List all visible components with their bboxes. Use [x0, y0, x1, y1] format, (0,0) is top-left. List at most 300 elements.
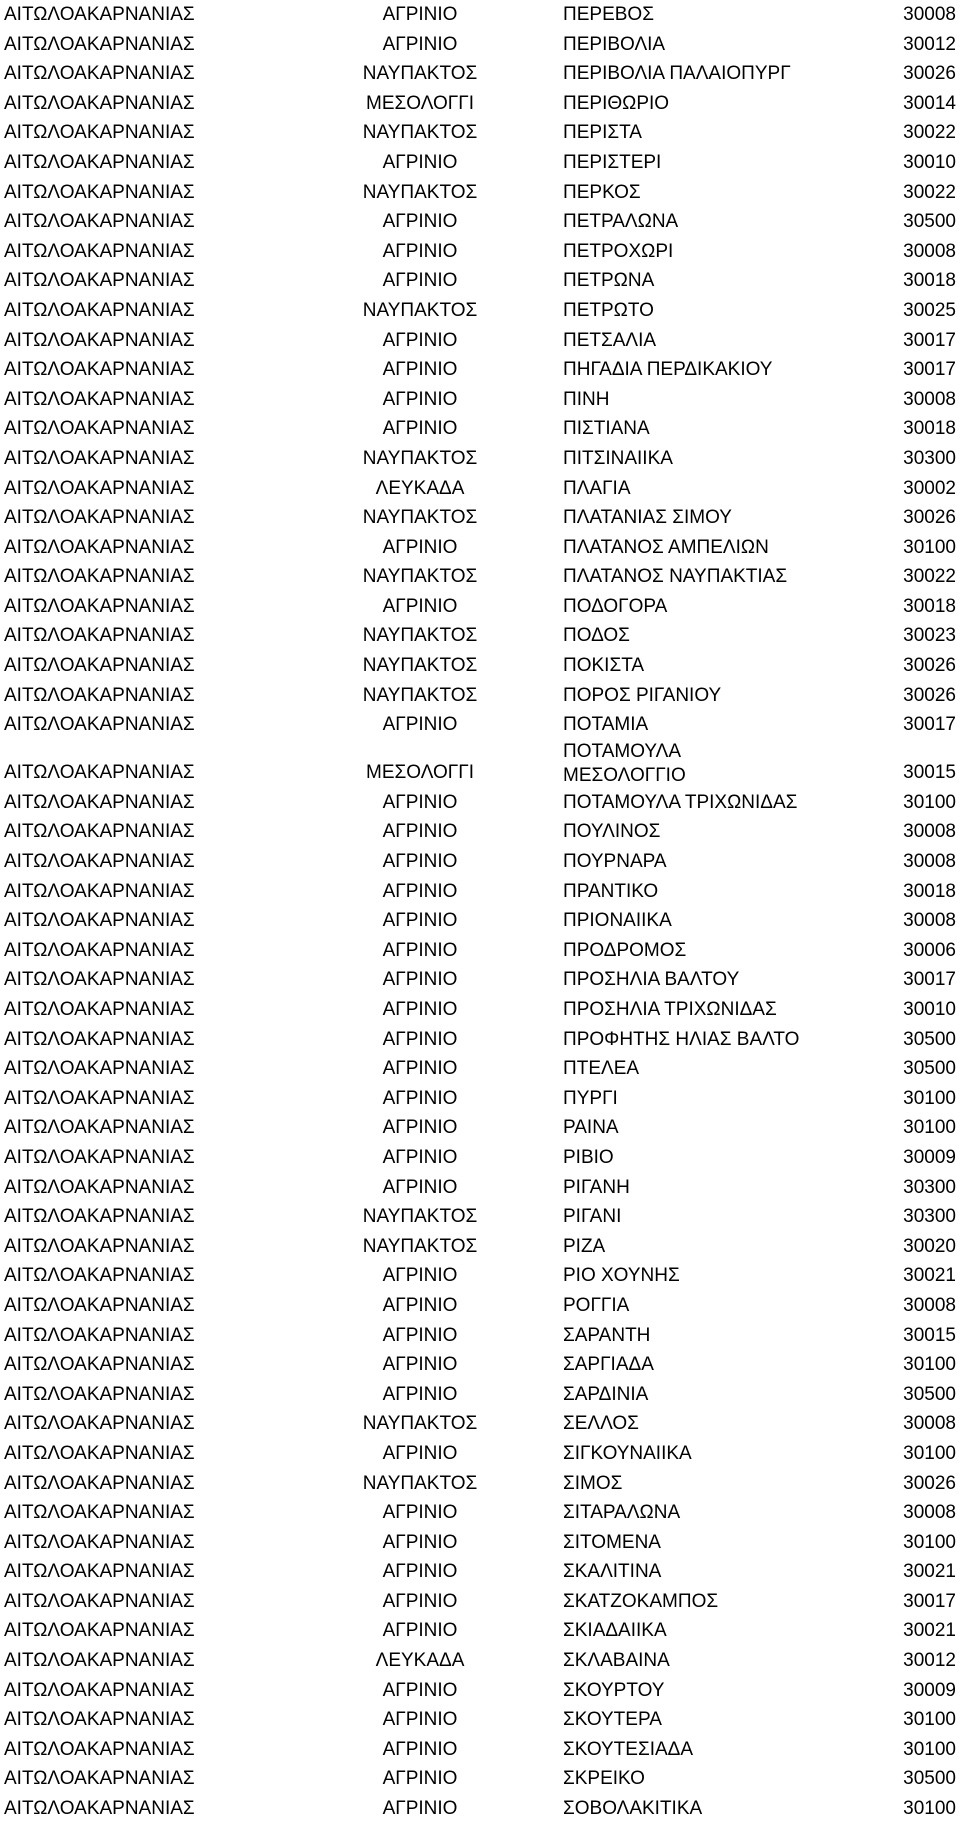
table-row — [0, 355, 960, 385]
postal-code-cell: 30017 — [903, 1590, 956, 1612]
table-row — [0, 1054, 960, 1084]
postal-code-cell: 30017 — [903, 969, 956, 991]
municipality-cell: ΜΕΣΟΛΟΓΓΙ — [366, 761, 474, 783]
prefecture-cell: ΑΙΤΩΛΟΑΚΑΡΝΑΝΙΑΣ — [4, 595, 195, 617]
prefecture-cell: ΑΙΤΩΛΟΑΚΑΡΝΑΝΙΑΣ — [4, 1146, 195, 1168]
municipality-cell: ΝΑΥΠΑΚΤΟΣ — [362, 507, 478, 529]
municipality-cell: ΝΑΥΠΑΚΤΟΣ — [362, 122, 478, 144]
locality-cell: ΣΟΒΟΛΑΚΙΤΙΚΑ — [563, 1798, 703, 1820]
locality-cell: ΣΚΙΑΔΑΙΙΚΑ — [563, 1620, 667, 1642]
municipality-cell: ΑΓΡΙΝΙΟ — [382, 1502, 458, 1524]
postal-code-cell: 30017 — [903, 329, 956, 351]
municipality-cell: ΝΑΥΠΑΚΤΟΣ — [362, 566, 478, 588]
locality-cell: ΠΡΟΦΗΤΗΣ ΗΛΙΑΣ ΒΑΛΤΟ — [563, 1028, 800, 1050]
prefecture-cell: ΑΙΤΩΛΟΑΚΑΡΝΑΝΙΑΣ — [4, 999, 195, 1020]
postal-code-cell: 30012 — [903, 1650, 956, 1672]
table-row — [0, 562, 960, 592]
table-row — [0, 207, 960, 237]
locality-cell: ΣΙΤΑΡΑΛΩΝΑ — [563, 1502, 681, 1524]
table-row — [0, 326, 960, 356]
prefecture-cell: ΑΙΤΩΛΟΑΚΑΡΝΑΝΙΑΣ — [4, 1176, 195, 1198]
locality-cell: ΣΚΑΛΙΤΙΝΑ — [563, 1561, 662, 1583]
locality-cell: ΠΤΕΛΕΑ — [563, 1058, 640, 1080]
locality-cell: ΠΕΡΚΟΣ — [563, 181, 641, 203]
municipality-cell: ΝΑΥΠΑΚΤΟΣ — [362, 181, 478, 203]
postal-code-cell: 30100 — [903, 1442, 956, 1464]
locality-cell: ΡΑΙΝΑ — [563, 1117, 619, 1139]
prefecture-cell: ΑΙΤΩΛΟΑΚΑΡΝΑΝΙΑΣ — [4, 821, 195, 843]
prefecture-cell: ΑΙΤΩΛΟΑΚΑΡΝΑΝΙΑΣ — [4, 418, 195, 440]
municipality-cell: ΝΑΥΠΑΚΤΟΣ — [362, 63, 478, 85]
municipality-cell: ΑΓΡΙΝΙΟ — [382, 1383, 458, 1405]
prefecture-cell: ΑΙΤΩΛΟΑΚΑΡΝΑΝΙΑΣ — [4, 1383, 195, 1405]
table-row — [0, 621, 960, 651]
locality-cell: ΠΡΙΟΝΑΙΙΚΑ — [563, 910, 672, 932]
table-row — [0, 1528, 960, 1558]
prefecture-cell: ΑΙΤΩΛΟΑΚΑΡΝΑΝΙΑΣ — [4, 791, 195, 813]
postal-code-cell: 30300 — [903, 447, 956, 469]
table-row — [0, 414, 960, 444]
prefecture-cell: ΑΙΤΩΛΟΑΚΑΡΝΑΝΙΑΣ — [4, 1502, 195, 1524]
table-row — [0, 1350, 960, 1380]
postal-code-cell: 30026 — [903, 655, 956, 677]
table-row — [0, 296, 960, 326]
prefecture-cell: ΑΙΤΩΛΟΑΚΑΡΝΑΝΙΑΣ — [4, 1206, 195, 1228]
locality-cell: ΠΡΑΝΤΙΚΟ — [563, 880, 659, 902]
municipality-cell: ΛΕΥΚΑΔΑ — [375, 477, 465, 499]
table-row — [0, 118, 960, 148]
postal-code-cell: 30500 — [903, 1768, 956, 1790]
prefecture-cell: ΑΙΤΩΛΟΑΚΑΡΝΑΝΙΑΣ — [4, 1798, 195, 1820]
prefecture-cell: ΑΙΤΩΛΟΑΚΑΡΝΑΝΙΑΣ — [4, 1472, 195, 1494]
prefecture-cell: ΑΙΤΩΛΟΑΚΑΡΝΑΝΙΑΣ — [4, 1590, 195, 1612]
locality-cell: ΣΙΓΚΟΥΝΑΙΙΚΑ — [563, 1442, 692, 1464]
municipality-cell: ΑΓΡΙΝΙΟ — [382, 388, 458, 410]
municipality-cell: ΑΓΡΙΝΙΟ — [382, 595, 458, 617]
locality-cell: ΡΙΓΑΝΗ — [563, 1176, 630, 1198]
locality-cell: ΣΙΜΟΣ — [563, 1472, 623, 1494]
municipality-cell: ΑΓΡΙΝΙΟ — [382, 1738, 458, 1760]
prefecture-cell: ΑΙΤΩΛΟΑΚΑΡΝΑΝΙΑΣ — [4, 566, 195, 588]
table-row — [0, 1143, 960, 1173]
municipality-cell: ΑΓΡΙΝΙΟ — [382, 270, 458, 292]
municipality-cell: ΜΕΣΟΛΟΓΓΙ — [366, 92, 474, 114]
table-row — [0, 385, 960, 415]
prefecture-cell: ΑΙΤΩΛΟΑΚΑΡΝΑΝΙΑΣ — [4, 1620, 195, 1642]
table-row — [0, 444, 960, 474]
municipality-cell: ΝΑΥΠΑΚΤΟΣ — [362, 1472, 478, 1494]
prefecture-cell: ΑΙΤΩΛΟΑΚΑΡΝΑΝΙΑΣ — [4, 1087, 195, 1109]
postal-code-cell: 30021 — [903, 1620, 956, 1642]
municipality-cell: ΝΑΥΠΑΚΤΟΣ — [362, 299, 478, 321]
municipality-cell: ΛΕΥΚΑΔΑ — [375, 1650, 465, 1672]
locality-cell: ΠΙΤΣΙΝΑΙΙΚΑ — [563, 447, 673, 469]
postal-code-cell: 30300 — [903, 1176, 956, 1198]
postal-code-cell: 30500 — [903, 1058, 956, 1080]
postal-code-cell: 30008 — [903, 4, 956, 25]
locality-cell: ΠΕΤΡΟΧΩΡΙ — [563, 240, 674, 262]
municipality-cell: ΑΓΡΙΝΙΟ — [382, 1620, 458, 1642]
locality-cell: ΠΟΡΟΣ ΡΙΓΑΝΙΟΥ — [563, 684, 722, 706]
locality-cell: ΠΡΟΣΗΛΙΑ ΒΑΛΤΟΥ — [563, 969, 740, 991]
municipality-cell: ΑΓΡΙΝΙΟ — [382, 33, 458, 55]
table-row — [0, 1794, 960, 1824]
municipality-cell: ΑΓΡΙΝΙΟ — [382, 1768, 458, 1790]
prefecture-cell: ΑΙΤΩΛΟΑΚΑΡΝΑΝΙΑΣ — [4, 181, 195, 203]
postal-code-cell: 30500 — [903, 1383, 956, 1405]
locality-cell: ΡΙΟ ΧΟΥΝΗΣ — [563, 1265, 680, 1287]
municipality-cell: ΑΓΡΙΝΙΟ — [382, 1265, 458, 1287]
table-row — [0, 89, 960, 119]
locality-cell: ΠΕΤΣΑΛΙΑ — [563, 329, 657, 351]
table-row — [0, 877, 960, 907]
prefecture-cell: ΑΙΤΩΛΟΑΚΑΡΝΑΝΙΑΣ — [4, 211, 195, 233]
municipality-cell: ΑΓΡΙΝΙΟ — [382, 1176, 458, 1198]
municipality-cell: ΝΑΥΠΑΚΤΟΣ — [362, 1235, 478, 1257]
postal-code-cell: 30014 — [903, 92, 956, 114]
municipality-cell: ΑΓΡΙΝΙΟ — [382, 1798, 458, 1820]
postal-code-cell: 30100 — [903, 1087, 956, 1109]
postal-code-cell: 30100 — [903, 1117, 956, 1139]
table-row — [0, 1084, 960, 1114]
postal-code-cell: 30008 — [903, 910, 956, 932]
table-row — [0, 1291, 960, 1321]
postal-code-cell: 30021 — [903, 1265, 956, 1287]
prefecture-cell: ΑΙΤΩΛΟΑΚΑΡΝΑΝΙΑΣ — [4, 1354, 195, 1376]
locality-cell: ΠΕΡΙΒΟΛΙΑ ΠΑΛΑΙΟΠΥΡΓ — [563, 63, 791, 85]
prefecture-cell: ΑΙΤΩΛΟΑΚΑΡΝΑΝΙΑΣ — [4, 1294, 195, 1316]
locality-cell: ΣΑΡΔΙΝΙΑ — [563, 1383, 649, 1405]
municipality-cell: ΝΑΥΠΑΚΤΟΣ — [362, 684, 478, 706]
prefecture-cell: ΑΙΤΩΛΟΑΚΑΡΝΑΝΙΑΣ — [4, 1413, 195, 1435]
table-row — [0, 503, 960, 533]
table-row — [0, 1113, 960, 1143]
table-row — [0, 1764, 960, 1794]
municipality-cell: ΑΓΡΙΝΙΟ — [382, 791, 458, 813]
locality-cell: ΣΚΟΥΡΤΟΥ — [563, 1679, 665, 1701]
locality-cell: ΠΟΔΟΣ — [563, 625, 630, 647]
postal-code-cell: 30100 — [903, 1798, 956, 1820]
locality-cell: ΣΚΟΥΤΕΣΙΑΔΑ — [563, 1738, 694, 1760]
locality-cell: ΠΟΤΑΜΙΑ — [563, 714, 649, 736]
postal-code-cell: 30018 — [903, 880, 956, 902]
table-row — [0, 148, 960, 178]
postal-code-cell: 30018 — [903, 595, 956, 617]
table-row — [0, 651, 960, 681]
table-row — [0, 1232, 960, 1262]
locality-cell: ΣΙΤΟΜΕΝΑ — [563, 1531, 661, 1553]
prefecture-cell: ΑΙΤΩΛΟΑΚΑΡΝΑΝΙΑΣ — [4, 625, 195, 647]
locality-cell: ΠΙΣΤΙΑΝΑ — [563, 418, 650, 440]
table-row — [0, 266, 960, 296]
municipality-cell: ΑΓΡΙΝΙΟ — [382, 1117, 458, 1139]
prefecture-cell: ΑΙΤΩΛΟΑΚΑΡΝΑΝΙΑΣ — [4, 151, 195, 173]
table-row — [0, 1409, 960, 1439]
municipality-cell: ΝΑΥΠΑΚΤΟΣ — [362, 625, 478, 647]
locality-cell: ΡΙΓΑΝΙ — [563, 1206, 622, 1228]
postal-code-cell: 30100 — [903, 1531, 956, 1553]
municipality-cell: ΑΓΡΙΝΙΟ — [382, 418, 458, 440]
locality-cell: ΠΕΡΙΣΤΑ — [563, 122, 642, 144]
prefecture-cell: ΑΙΤΩΛΟΑΚΑΡΝΑΝΙΑΣ — [4, 359, 195, 381]
table-row — [0, 817, 960, 847]
municipality-cell: ΑΓΡΙΝΙΟ — [382, 329, 458, 351]
prefecture-cell: ΑΙΤΩΛΟΑΚΑΡΝΑΝΙΑΣ — [4, 969, 195, 991]
table-row — [0, 1616, 960, 1646]
locality-cell: ΠΕΤΡΩΝΑ — [563, 270, 655, 292]
locality-cell: ΣΑΡΑΝΤΗ — [563, 1324, 651, 1346]
table-row — [0, 1735, 960, 1765]
postal-code-cell: 30006 — [903, 939, 956, 961]
municipality-cell: ΑΓΡΙΝΙΟ — [382, 151, 458, 173]
table-row — [0, 1202, 960, 1232]
prefecture-cell: ΑΙΤΩΛΟΑΚΑΡΝΑΝΙΑΣ — [4, 1442, 195, 1464]
locality-cell: ΠΡΟΣΗΛΙΑ ΤΡΙΧΩΝΙΔΑΣ — [563, 999, 777, 1020]
prefecture-cell: ΑΙΤΩΛΟΑΚΑΡΝΑΝΙΑΣ — [4, 63, 195, 85]
table-row — [0, 965, 960, 995]
postal-code-cell: 30018 — [903, 270, 956, 292]
prefecture-cell: ΑΙΤΩΛΟΑΚΑΡΝΑΝΙΑΣ — [4, 92, 195, 114]
locality-cell: ΠΥΡΓΙ — [563, 1087, 618, 1109]
postal-code-cell: 30008 — [903, 851, 956, 873]
prefecture-cell: ΑΙΤΩΛΟΑΚΑΡΝΑΝΙΑΣ — [4, 1235, 195, 1257]
postal-code-cell: 30012 — [903, 33, 956, 55]
locality-cell: ΠΟΥΛΙΝΟΣ — [563, 821, 661, 843]
prefecture-cell: ΑΙΤΩΛΟΑΚΑΡΝΑΝΙΑΣ — [4, 329, 195, 351]
prefecture-cell: ΑΙΤΩΛΟΑΚΑΡΝΑΝΙΑΣ — [4, 507, 195, 529]
postal-code-cell: 30015 — [903, 761, 956, 783]
locality-cell: ΠΕΡΙΒΟΛΙΑ — [563, 33, 666, 55]
locality-cell: ΣΚΡΕΙΚΟ — [563, 1768, 645, 1790]
table-row — [0, 1676, 960, 1706]
prefecture-cell: ΑΙΤΩΛΟΑΚΑΡΝΑΝΙΑΣ — [4, 477, 195, 499]
locality-line: ΜΕΣΟΛΟΓΓΙΟ — [563, 764, 686, 786]
table-row — [0, 30, 960, 60]
table-row — [0, 1646, 960, 1676]
locality-cell: ΡΟΓΓΙΑ — [563, 1294, 630, 1316]
table-row — [0, 1321, 960, 1351]
locality-cell: ΠΛΑΤΑΝΟΣ ΑΜΠΕΛΙΩΝ — [563, 536, 769, 558]
locality-cell: ΡΙΒΙΟ — [563, 1146, 614, 1168]
locality-cell: ΠΗΓΑΔΙΑ ΠΕΡΔΙΚΑΚΙΟΥ — [563, 359, 773, 381]
table-row — [0, 0, 960, 30]
table-row — [0, 1173, 960, 1203]
municipality-cell: ΑΓΡΙΝΙΟ — [382, 1531, 458, 1553]
municipality-cell: ΑΓΡΙΝΙΟ — [382, 1087, 458, 1109]
table-row — [0, 847, 960, 877]
prefecture-cell: ΑΙΤΩΛΟΑΚΑΡΝΑΝΙΑΣ — [4, 1531, 195, 1553]
prefecture-cell: ΑΙΤΩΛΟΑΚΑΡΝΑΝΙΑΣ — [4, 1650, 195, 1672]
table-row — [0, 1587, 960, 1617]
table-row — [0, 1439, 960, 1469]
prefecture-cell: ΑΙΤΩΛΟΑΚΑΡΝΑΝΙΑΣ — [4, 299, 195, 321]
prefecture-cell: ΑΙΤΩΛΟΑΚΑΡΝΑΝΙΑΣ — [4, 684, 195, 706]
table-row — [0, 906, 960, 936]
postal-code-cell: 30100 — [903, 1709, 956, 1731]
prefecture-cell: ΑΙΤΩΛΟΑΚΑΡΝΑΝΙΑΣ — [4, 714, 195, 736]
municipality-cell: ΑΓΡΙΝΙΟ — [382, 359, 458, 381]
municipality-cell: ΑΓΡΙΝΙΟ — [382, 240, 458, 262]
table-row — [0, 59, 960, 89]
municipality-cell: ΑΓΡΙΝΙΟ — [382, 1058, 458, 1080]
postal-code-cell: 30008 — [903, 240, 956, 262]
postal-code-cell: 30008 — [903, 821, 956, 843]
table-row — [0, 788, 960, 818]
prefecture-cell: ΑΙΤΩΛΟΑΚΑΡΝΑΝΙΑΣ — [4, 880, 195, 902]
locality-cell: ΠΕΡΙΘΩΡΙΟ — [563, 92, 670, 114]
prefecture-cell: ΑΙΤΩΛΟΑΚΑΡΝΑΝΙΑΣ — [4, 910, 195, 932]
prefecture-cell: ΑΙΤΩΛΟΑΚΑΡΝΑΝΙΑΣ — [4, 939, 195, 961]
table-row — [0, 178, 960, 208]
locality-cell: ΠΟΔΟΓΟΡΑ — [563, 595, 668, 617]
municipality-cell: ΑΓΡΙΝΙΟ — [382, 939, 458, 961]
prefecture-cell: ΑΙΤΩΛΟΑΚΑΡΝΑΝΙΑΣ — [4, 270, 195, 292]
prefecture-cell: ΑΙΤΩΛΟΑΚΑΡΝΑΝΙΑΣ — [4, 1324, 195, 1346]
prefecture-cell: ΑΙΤΩΛΟΑΚΑΡΝΑΝΙΑΣ — [4, 388, 195, 410]
postal-code-cell: 30300 — [903, 1206, 956, 1228]
table-row — [0, 740, 960, 788]
locality-cell: ΠΕΡΕΒΟΣ — [563, 4, 654, 25]
table-row — [0, 1705, 960, 1735]
postal-code-cell: 30008 — [903, 388, 956, 410]
locality-line: ΠΟΤΑΜΟΥΛΑ — [563, 740, 681, 762]
postal-code-cell: 30026 — [903, 507, 956, 529]
municipality-cell: ΑΓΡΙΝΙΟ — [382, 851, 458, 873]
postal-code-cell: 30008 — [903, 1294, 956, 1316]
table-row — [0, 474, 960, 504]
postal-code-cell: 30022 — [903, 181, 956, 203]
locality-cell: ΠΛΑΤΑΝΟΣ ΝΑΥΠΑΚΤΙΑΣ — [563, 566, 788, 588]
locality-cell: ΣΚΛΑΒΑΙΝΑ — [563, 1650, 670, 1672]
prefecture-cell: ΑΙΤΩΛΟΑΚΑΡΝΑΝΙΑΣ — [4, 1058, 195, 1080]
table-row — [0, 1469, 960, 1499]
postal-code-cell: 30025 — [903, 299, 956, 321]
prefecture-cell: ΑΙΤΩΛΟΑΚΑΡΝΑΝΙΑΣ — [4, 1117, 195, 1139]
locality-cell — [563, 740, 686, 788]
locality-cell: ΣΕΛΛΟΣ — [563, 1413, 639, 1435]
postal-code-cell: 30010 — [903, 999, 956, 1020]
locality-cell: ΣΚΟΥΤΕΡΑ — [563, 1709, 662, 1731]
locality-cell: ΠΟΤΑΜΟΥΛΑ ΤΡΙΧΩΝΙΔΑΣ — [563, 791, 798, 813]
municipality-cell: ΝΑΥΠΑΚΤΟΣ — [362, 447, 478, 469]
municipality-cell: ΑΓΡΙΝΙΟ — [382, 1590, 458, 1612]
municipality-cell: ΑΓΡΙΝΙΟ — [382, 536, 458, 558]
prefecture-cell: ΑΙΤΩΛΟΑΚΑΡΝΑΝΙΑΣ — [4, 240, 195, 262]
municipality-cell: ΑΓΡΙΝΙΟ — [382, 1146, 458, 1168]
postal-code-cell: 30100 — [903, 1354, 956, 1376]
table-row — [0, 936, 960, 966]
postal-code-cell: 30026 — [903, 63, 956, 85]
prefecture-cell: ΑΙΤΩΛΟΑΚΑΡΝΑΝΙΑΣ — [4, 1679, 195, 1701]
locality-cell: ΠΛΑΤΑΝΙΑΣ ΣΙΜΟΥ — [563, 507, 732, 529]
prefecture-cell: ΑΙΤΩΛΟΑΚΑΡΝΑΝΙΑΣ — [4, 4, 195, 25]
table-row — [0, 710, 960, 740]
prefecture-cell: ΑΙΤΩΛΟΑΚΑΡΝΑΝΙΑΣ — [4, 851, 195, 873]
postal-code-cell: 30023 — [903, 625, 956, 647]
postal-code-cell: 30008 — [903, 1413, 956, 1435]
locality-cell: ΣΚΑΤΖΟΚΑΜΠΟΣ — [563, 1590, 719, 1612]
postal-code-cell: 30008 — [903, 1502, 956, 1524]
table-row — [0, 1261, 960, 1291]
postal-code-cell: 30500 — [903, 1028, 956, 1050]
prefecture-cell: ΑΙΤΩΛΟΑΚΑΡΝΑΝΙΑΣ — [4, 1028, 195, 1050]
prefecture-cell: ΑΙΤΩΛΟΑΚΑΡΝΑΝΙΑΣ — [4, 536, 195, 558]
locality-cell: ΠΟΚΙΣΤΑ — [563, 655, 645, 677]
municipality-cell: ΑΓΡΙΝΙΟ — [382, 969, 458, 991]
locality-cell: ΠΙΝΗ — [563, 388, 610, 410]
municipality-cell: ΑΓΡΙΝΙΟ — [382, 4, 458, 25]
postal-code-cell: 30026 — [903, 1472, 956, 1494]
prefecture-cell: ΑΙΤΩΛΟΑΚΑΡΝΑΝΙΑΣ — [4, 1738, 195, 1760]
table-row — [0, 1498, 960, 1528]
postal-code-cell: 30100 — [903, 791, 956, 813]
prefecture-cell: ΑΙΤΩΛΟΑΚΑΡΝΑΝΙΑΣ — [4, 1768, 195, 1790]
locality-cell: ΠΛΑΓΙΑ — [563, 477, 631, 499]
table-row — [0, 995, 960, 1025]
municipality-cell: ΑΓΡΙΝΙΟ — [382, 1324, 458, 1346]
table-row — [0, 1025, 960, 1055]
postal-code-cell: 30022 — [903, 566, 956, 588]
postal-code-cell: 30018 — [903, 418, 956, 440]
table-row — [0, 533, 960, 563]
municipality-cell: ΑΓΡΙΝΙΟ — [382, 1294, 458, 1316]
postal-code-cell: 30009 — [903, 1679, 956, 1701]
prefecture-cell: ΑΙΤΩΛΟΑΚΑΡΝΑΝΙΑΣ — [4, 1265, 195, 1287]
municipality-cell: ΑΓΡΙΝΙΟ — [382, 1442, 458, 1464]
prefecture-cell: ΑΙΤΩΛΟΑΚΑΡΝΑΝΙΑΣ — [4, 1709, 195, 1731]
prefecture-cell: ΑΙΤΩΛΟΑΚΑΡΝΑΝΙΑΣ — [4, 447, 195, 469]
postal-code-cell: 30002 — [903, 477, 956, 499]
municipality-cell: ΑΓΡΙΝΙΟ — [382, 714, 458, 736]
prefecture-cell: ΑΙΤΩΛΟΑΚΑΡΝΑΝΙΑΣ — [4, 33, 195, 55]
municipality-cell: ΑΓΡΙΝΙΟ — [382, 880, 458, 902]
prefecture-cell: ΑΙΤΩΛΟΑΚΑΡΝΑΝΙΑΣ — [4, 761, 195, 783]
municipality-cell: ΑΓΡΙΝΙΟ — [382, 910, 458, 932]
municipality-cell: ΑΓΡΙΝΙΟ — [382, 1354, 458, 1376]
postal-code-cell: 30009 — [903, 1146, 956, 1168]
table-row — [0, 681, 960, 711]
municipality-cell: ΝΑΥΠΑΚΤΟΣ — [362, 1413, 478, 1435]
postal-code-cell: 30026 — [903, 684, 956, 706]
municipality-cell: ΑΓΡΙΝΙΟ — [382, 1561, 458, 1583]
table-row — [0, 1557, 960, 1587]
municipality-cell: ΝΑΥΠΑΚΤΟΣ — [362, 1206, 478, 1228]
table-row — [0, 237, 960, 267]
table-row — [0, 592, 960, 622]
municipality-cell: ΑΓΡΙΝΙΟ — [382, 1709, 458, 1731]
locality-cell: ΠΕΤΡΩΤΟ — [563, 299, 654, 321]
municipality-cell: ΑΓΡΙΝΙΟ — [382, 211, 458, 233]
municipality-cell: ΑΓΡΙΝΙΟ — [382, 1679, 458, 1701]
table-row — [0, 1380, 960, 1410]
postal-code-cell: 30015 — [903, 1324, 956, 1346]
municipality-cell: ΑΓΡΙΝΙΟ — [382, 999, 458, 1020]
prefecture-cell: ΑΙΤΩΛΟΑΚΑΡΝΑΝΙΑΣ — [4, 655, 195, 677]
prefecture-cell: ΑΙΤΩΛΟΑΚΑΡΝΑΝΙΑΣ — [4, 122, 195, 144]
postal-code-cell: 30100 — [903, 536, 956, 558]
postal-code-cell: 30022 — [903, 122, 956, 144]
postal-code-cell: 30017 — [903, 359, 956, 381]
locality-cell: ΣΑΡΓΙΑΔΑ — [563, 1354, 654, 1376]
postal-code-cell: 30100 — [903, 1738, 956, 1760]
postal-code-cell: 30021 — [903, 1561, 956, 1583]
locality-cell: ΠΡΟΔΡΟΜΟΣ — [563, 939, 687, 961]
postal-code-cell: 30500 — [903, 211, 956, 233]
locality-cell: ΠΕΤΡΑΛΩΝΑ — [563, 211, 679, 233]
postal-code-cell: 30017 — [903, 714, 956, 736]
municipality-cell: ΝΑΥΠΑΚΤΟΣ — [362, 655, 478, 677]
locality-cell: ΠΟΥΡΝΑΡΑ — [563, 851, 667, 873]
